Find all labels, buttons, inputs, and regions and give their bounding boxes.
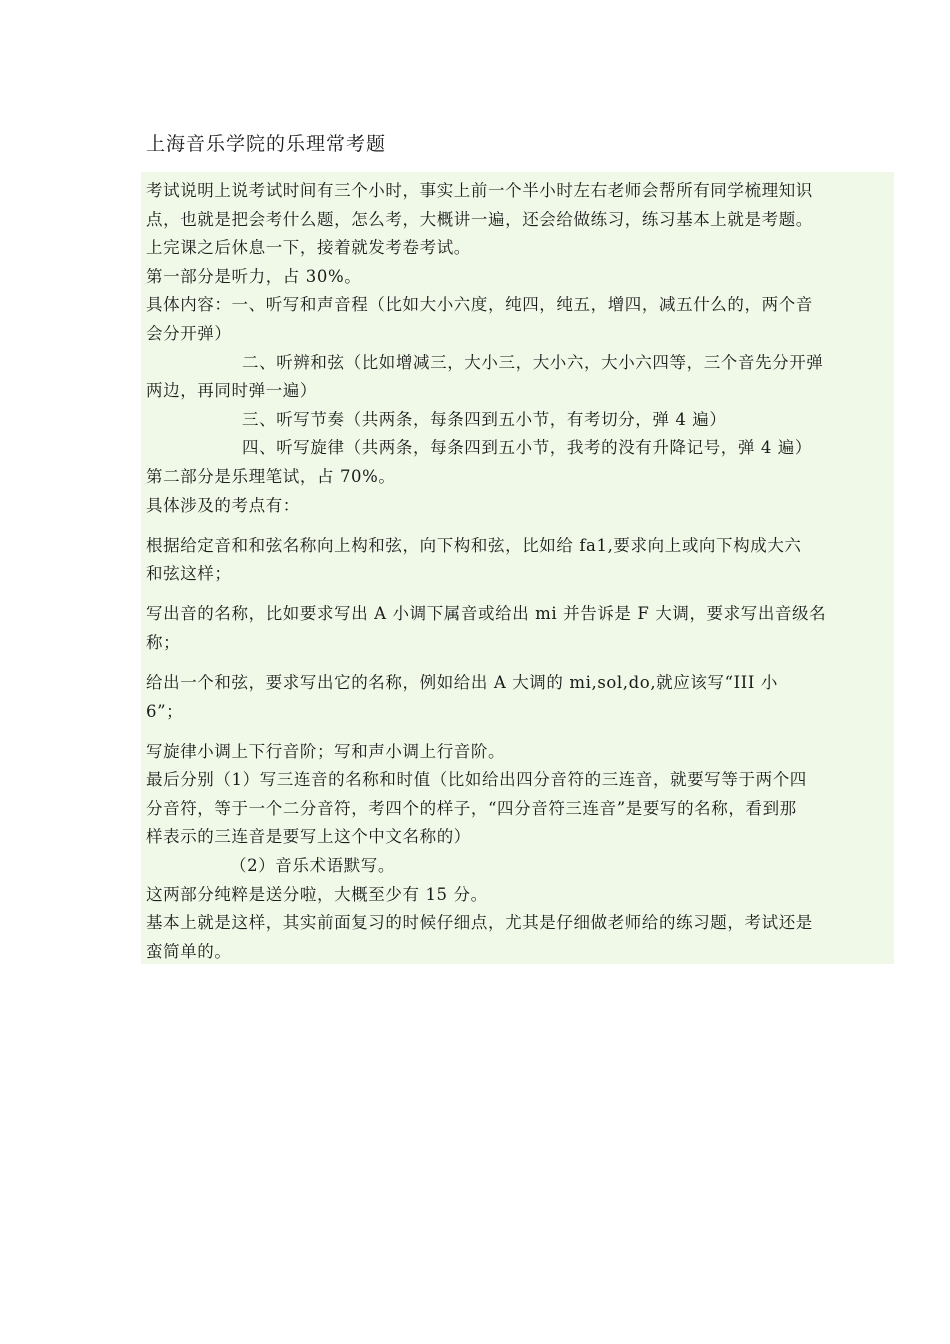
text-line: 四、听写旋律（共两条，每条四到五小节，我考的没有升降记号，弹 4 遍） xyxy=(242,438,812,458)
paragraph-gap xyxy=(146,726,894,738)
text-line: 称； xyxy=(146,632,181,652)
text-line: 最后分别（1）写三连音的名称和时值（比如给出四分音符的三连音，就要写等于两个四 xyxy=(146,770,807,790)
text-line: 这两部分纯粹是送分啦，大概至少有 15 分。 xyxy=(146,884,488,904)
text-line: 蛮简单的。 xyxy=(146,941,232,961)
text-line: 给出一个和弦，要求写出它的名称，例如给出 A 大调的 mi,sol,do,就应该写“III 小 xyxy=(146,673,778,692)
text-line: 6”； xyxy=(146,701,184,721)
text-line: 三、听写节奏（共两条，每条四到五小节，有考切分，弹 4 遍） xyxy=(242,409,727,429)
document-title: 上海音乐学院的乐理常考题 xyxy=(146,133,387,155)
text-line: 和弦这样； xyxy=(146,564,232,584)
text-line: 会分开弹） xyxy=(146,323,232,343)
text-line: 根据给定音和和弦名称向上构和弦，向下构和弦，比如给 fa1,要求向上或向下构成大六 xyxy=(146,535,802,555)
highlighted-content xyxy=(141,172,894,964)
text-line: 点，也就是把会考什么题，怎么考，大概讲一遍，还会给做练习，练习基本上就是考题。 xyxy=(146,209,813,229)
text-line: 具体涉及的考点有： xyxy=(146,495,300,515)
paragraph-gap xyxy=(146,589,894,601)
text-line: 两边，再同时弹一遍） xyxy=(146,381,317,401)
text-line: （2）音乐术语默写。 xyxy=(230,856,395,876)
text-line: 基本上就是这样，其实前面复习的时候仔细点，尤其是仔细做老师给的练习题，考试还是 xyxy=(146,913,813,933)
text-line: 写旋律小调上下行音阶；写和声小调上行音阶。 xyxy=(146,741,506,761)
text-line: 考试说明上说考试时间有三个小时，事实上前一个半小时左右老师会帮所有同学梳理知识 xyxy=(146,181,813,200)
text-line: 分音符，等于一个二分音符，考四个的样子，“四分音符三连音”是要写的名称，看到那 xyxy=(146,798,797,818)
text-line: 二、听辨和弦（比如增减三，大小三，大小六，大小六四等，三个音先分开弹 xyxy=(242,352,824,372)
text-line: 具体内容：一、听写和声音程（比如大小六度，纯四，纯五，增四，减五什么的，两个音 xyxy=(146,295,813,315)
text-line: 写出音的名称，比如要求写出 A 小调下属音或给出 mi 并告诉是 F 大调，要求写出音级名 xyxy=(146,604,827,624)
text-line: 上完课之后休息一下，接着就发考卷考试。 xyxy=(146,238,471,258)
text-line: 第一部分是听力，占 30%。 xyxy=(146,266,362,286)
text-line: 样表示的三连音是要写上这个中文名称的） xyxy=(146,827,471,847)
paragraph-gap xyxy=(146,658,894,670)
paragraph-gap xyxy=(146,520,894,532)
text-line: 第二部分是乐理笔试，占 70%。 xyxy=(146,466,396,486)
